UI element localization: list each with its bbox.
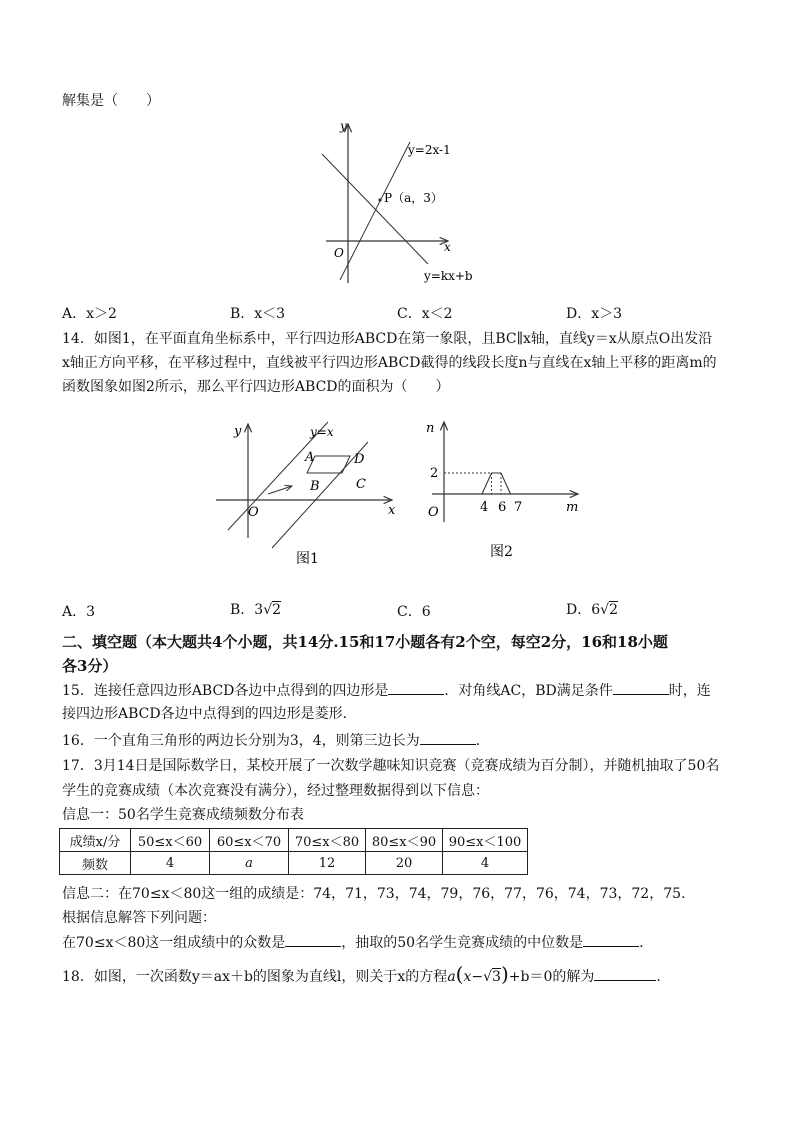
fig2-x-tick-6: 6 bbox=[498, 500, 507, 515]
line-y-2x-1 bbox=[340, 142, 410, 280]
q13-option-b[interactable]: B．x＜3 bbox=[230, 306, 286, 322]
q14-option-d-rad: 2 bbox=[609, 602, 618, 618]
x-axis-label: x bbox=[444, 240, 451, 254]
line2-label: y=kx+b bbox=[424, 269, 473, 283]
q17-prompt: 根据信息解答下列问题： bbox=[62, 910, 216, 926]
fig1-line-label: y=x bbox=[310, 425, 334, 439]
fig2-graph-line bbox=[482, 473, 511, 494]
fig1-vertex-c: C bbox=[356, 477, 366, 492]
fig2-x-label: m bbox=[566, 500, 579, 515]
fig1-vertex-b: B bbox=[310, 479, 320, 494]
q15-line1 bbox=[62, 680, 711, 701]
q18-part1: 18．如图，一次函数y＝ax＋b的图象为直线l，则关于x的方程 bbox=[62, 969, 448, 985]
fig1-x-label: x bbox=[388, 503, 396, 518]
fig1-origin-label: O bbox=[248, 505, 259, 520]
fig1-y-label: y bbox=[234, 424, 242, 439]
q14-figure1 bbox=[212, 418, 402, 568]
sqrt-sign: √ bbox=[600, 602, 610, 618]
fig2-caption: 图2 bbox=[490, 544, 513, 560]
q17-line2: 学生的竞赛成绩（本次竞赛没有满分），经过整理数据得到以下信息： bbox=[62, 783, 489, 799]
table-row bbox=[60, 852, 528, 875]
q16-part1: 16．一个直角三角形的两边长分别为3，4，则第三边长为 bbox=[62, 733, 420, 749]
q18-eq-minus: − bbox=[471, 969, 484, 985]
q14-option-d-coef: 6 bbox=[591, 602, 601, 618]
table-header-cell: 80≤x＜90 bbox=[366, 829, 443, 852]
q14-option-d[interactable] bbox=[566, 599, 618, 619]
q13-option-c[interactable]: C．x＜2 bbox=[397, 306, 453, 322]
q14-option-b-coef: 3 bbox=[254, 602, 264, 618]
q13-option-d[interactable]: D．x＞3 bbox=[566, 306, 623, 322]
fig2-x-tick-7: 7 bbox=[514, 500, 523, 515]
q14-option-b[interactable] bbox=[230, 599, 281, 619]
y-axis-label: y bbox=[340, 119, 347, 133]
q13-stem: 解集是（ ） bbox=[62, 93, 160, 109]
q17-ask-part2: ，抽取的50名学生竞赛成绩的中位数是 bbox=[341, 935, 584, 951]
table-cell: 4 bbox=[443, 852, 528, 875]
sqrt-sign: √ bbox=[263, 602, 273, 618]
table-header-cell: 60≤x＜70 bbox=[210, 829, 289, 852]
q17-info1: 信息一：50名学生竞赛成绩频数分布表 bbox=[62, 807, 304, 823]
q17-blank-median[interactable] bbox=[583, 932, 639, 947]
q14-line2: x轴正方向平移，在平移过程中，直线被平行四边形ABCD截得的线段长度n与直线在x轴上平移的距离m的 bbox=[62, 355, 717, 371]
q17-ask-part1: 在70≤x＜80这一组成绩中的众数是 bbox=[62, 935, 286, 951]
q18-part2: . bbox=[656, 969, 661, 985]
q14-option-b-prefix: B． bbox=[230, 602, 255, 618]
fig1-caption: 图1 bbox=[296, 551, 319, 567]
q14-figure2 bbox=[418, 418, 590, 568]
q16-part2: . bbox=[475, 733, 481, 749]
table-cell: 20 bbox=[366, 852, 443, 875]
q18-eq-tail: +b＝0的解为 bbox=[508, 969, 595, 985]
fig1-arrow bbox=[268, 486, 292, 494]
q17-ask bbox=[62, 932, 644, 953]
q14-line1: 14．如图1，在平面直角坐标系中，平行四边形ABCD在第一象限，且BC∥x轴，直线y＝x从原点O出发沿 bbox=[62, 331, 713, 347]
point-p-label: P（a，3） bbox=[384, 191, 443, 205]
section2-heading-line2: 各3分） bbox=[62, 657, 118, 675]
fig2-y-tick: 2 bbox=[430, 466, 439, 481]
q17-blank-mode[interactable] bbox=[285, 932, 341, 947]
q18-paren-open: ( bbox=[455, 962, 464, 986]
q14-option-b-rad: 2 bbox=[272, 602, 282, 618]
origin-label: O bbox=[334, 246, 344, 260]
q14-option-d-prefix: D． bbox=[566, 602, 592, 618]
q17-frequency-table bbox=[59, 828, 528, 875]
fig1-vertex-d: D bbox=[354, 452, 365, 467]
table-cell: 频数 bbox=[60, 852, 131, 875]
q13-figure bbox=[318, 118, 488, 290]
q15-blank1[interactable] bbox=[388, 680, 444, 695]
table-cell: a bbox=[210, 852, 289, 875]
q16-line bbox=[62, 730, 480, 751]
q18-eq-a: a bbox=[447, 969, 456, 985]
q14-line3: 函数图象如图2所示，那么平行四边形ABCD的面积为（ ） bbox=[62, 379, 450, 395]
q18-blank[interactable] bbox=[594, 966, 656, 981]
q16-blank[interactable] bbox=[420, 730, 476, 745]
line1-label: y=2x-1 bbox=[408, 143, 451, 157]
table-header-cell: 90≤x＜100 bbox=[443, 829, 528, 852]
q18-eq-x: x bbox=[463, 969, 472, 985]
table-cell: 12 bbox=[289, 852, 366, 875]
q14-option-c[interactable]: C．6 bbox=[397, 604, 431, 620]
table-header-row bbox=[60, 829, 528, 852]
q15-line2: 接四边形ABCD各边中点得到的四边形是菱形. bbox=[62, 706, 348, 722]
q15-part2: ．对角线AC，BD满足条件 bbox=[444, 683, 613, 699]
q17-ask-part3: . bbox=[639, 935, 644, 951]
sqrt-sign: √ bbox=[483, 969, 493, 985]
table-header-cell: 成绩x/分 bbox=[60, 829, 131, 852]
point-p bbox=[378, 198, 381, 201]
q15-blank2[interactable] bbox=[613, 680, 669, 695]
fig2-x-tick-4: 4 bbox=[480, 500, 489, 515]
q17-info2: 信息二：在70≤x＜80这一组的成绩是：74，71，73，74，79，76，77，76，74，73，72，75. bbox=[62, 886, 686, 902]
table-header-cell: 70≤x＜80 bbox=[289, 829, 366, 852]
q15-part3: 时，连 bbox=[668, 683, 711, 699]
q13-option-a[interactable]: A．x＞2 bbox=[62, 306, 117, 322]
fig2-origin-label: O bbox=[428, 505, 439, 520]
q14-option-a[interactable]: A．3 bbox=[62, 604, 96, 620]
q17-line1: 17．3月14日是国际数学日，某校开展了一次数学趣味知识竞赛（竞赛成绩为百分制），并随机抽取了50名 bbox=[62, 758, 720, 774]
q18-eq-rad: 3 bbox=[492, 969, 501, 985]
q18-paren-close: ) bbox=[500, 962, 509, 986]
q18-line bbox=[62, 964, 661, 987]
fig2-y-label: n bbox=[426, 421, 435, 436]
table-header-cell: 50≤x＜60 bbox=[131, 829, 210, 852]
q15-part1: 15．连接任意四边形ABCD各边中点得到的四边形是 bbox=[62, 683, 389, 699]
fig1-vertex-a: A bbox=[305, 450, 315, 465]
table-cell: 4 bbox=[131, 852, 210, 875]
section2-heading-line1: 二、填空题（本大题共4个小题，共14分.15和17小题各有2个空，每空2分，16和18小题 bbox=[62, 633, 668, 651]
